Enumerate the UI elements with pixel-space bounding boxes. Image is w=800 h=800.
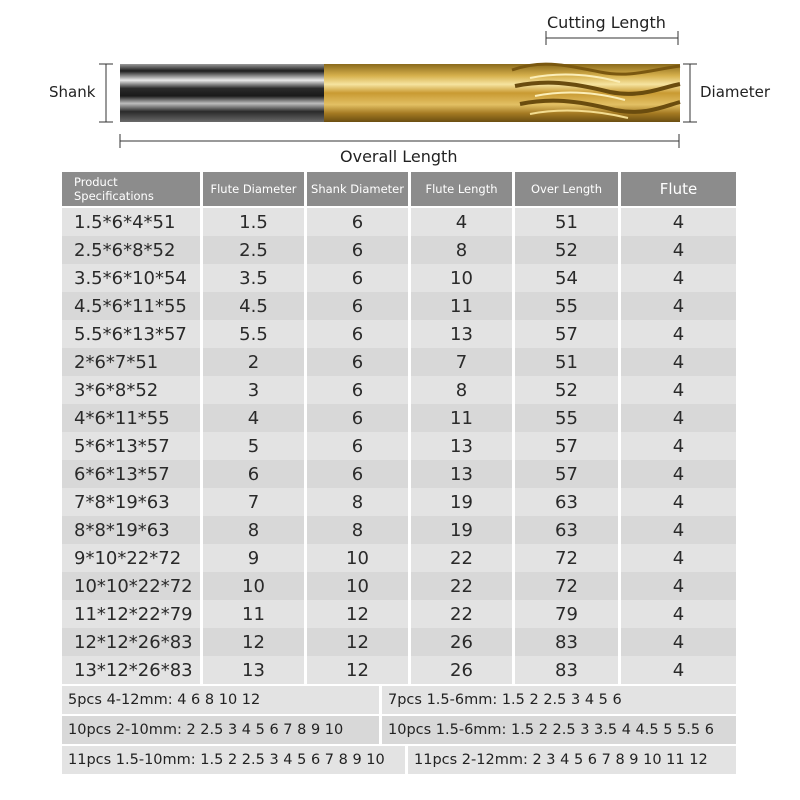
pack-row	[62, 716, 736, 744]
table-cell: 83	[515, 656, 621, 684]
table-cell: 6	[307, 376, 411, 404]
table-cell: 2*6*7*51	[62, 348, 203, 376]
table-cell: 6	[307, 460, 411, 488]
table-cell: 3	[203, 376, 307, 404]
table-cell: 57	[515, 320, 621, 348]
table-cell: 55	[515, 292, 621, 320]
table-row	[62, 656, 736, 684]
table-cell: 12*12*26*83	[62, 628, 203, 656]
table-cell: 11	[411, 404, 515, 432]
spec-table	[62, 172, 736, 684]
table-cell: 4	[621, 208, 736, 236]
pack-option: 10pcs 2-10mm: 2 2.5 3 4 5 6 7 8 9 10	[62, 716, 382, 744]
table-cell: 10	[203, 572, 307, 600]
table-cell: 10	[307, 544, 411, 572]
table-cell: 4	[621, 488, 736, 516]
table-row	[62, 404, 736, 432]
table-cell: 6	[307, 236, 411, 264]
table-cell: 4.5	[203, 292, 307, 320]
table-cell: 4	[621, 236, 736, 264]
table-cell: 12	[203, 628, 307, 656]
table-cell: 4	[621, 432, 736, 460]
table-cell: 22	[411, 544, 515, 572]
table-cell: 7*8*19*63	[62, 488, 203, 516]
pack-option: 5pcs 4-12mm: 4 6 8 10 12	[62, 686, 382, 714]
header-flute: Flute	[621, 172, 736, 206]
table-cell: 4	[621, 572, 736, 600]
table-cell: 2.5	[203, 236, 307, 264]
pack-option: 10pcs 1.5-6mm: 1.5 2 2.5 3 3.5 4 4.5 5 5.5 6	[382, 716, 736, 744]
table-cell: 10	[411, 264, 515, 292]
table-cell: 51	[515, 348, 621, 376]
table-cell: 1.5	[203, 208, 307, 236]
table-row	[62, 488, 736, 516]
table-cell: 4*6*11*55	[62, 404, 203, 432]
table-cell: 6	[307, 432, 411, 460]
table-row	[62, 264, 736, 292]
table-cell: 10*10*22*72	[62, 572, 203, 600]
table-cell: 6	[307, 320, 411, 348]
table-cell: 12	[307, 656, 411, 684]
header-flute-diameter: Flute Diameter	[203, 172, 307, 206]
table-header-row	[62, 172, 736, 206]
table-cell: 4	[621, 460, 736, 488]
diameter-label: Diameter	[700, 83, 771, 101]
pack-row	[62, 746, 736, 774]
table-cell: 83	[515, 628, 621, 656]
table-row	[62, 432, 736, 460]
table-cell: 4	[621, 320, 736, 348]
table-cell: 2.5*6*8*52	[62, 236, 203, 264]
table-cell: 6*6*13*57	[62, 460, 203, 488]
table-cell: 72	[515, 572, 621, 600]
table-cell: 4	[621, 404, 736, 432]
header-flute-length: Flute Length	[411, 172, 515, 206]
table-cell: 8	[307, 516, 411, 544]
end-mill-drawing	[0, 0, 800, 170]
table-cell: 4	[621, 656, 736, 684]
table-cell: 12	[307, 600, 411, 628]
table-cell: 13	[203, 656, 307, 684]
table-cell: 13*12*26*83	[62, 656, 203, 684]
table-cell: 4	[621, 292, 736, 320]
table-cell: 12	[307, 628, 411, 656]
table-body	[62, 208, 736, 684]
table-cell: 13	[411, 432, 515, 460]
table-row	[62, 628, 736, 656]
table-cell: 79	[515, 600, 621, 628]
table-cell: 55	[515, 404, 621, 432]
table-cell: 1.5*6*4*51	[62, 208, 203, 236]
table-cell: 26	[411, 656, 515, 684]
table-cell: 13	[411, 460, 515, 488]
table-cell: 8	[307, 488, 411, 516]
table-row	[62, 320, 736, 348]
table-cell: 5*6*13*57	[62, 432, 203, 460]
header-shank-diameter: Shank Diameter	[307, 172, 411, 206]
table-cell: 51	[515, 208, 621, 236]
table-cell: 8	[203, 516, 307, 544]
table-cell: 72	[515, 544, 621, 572]
table-row	[62, 376, 736, 404]
pack-option: 11pcs 2-12mm: 2 3 4 5 6 7 8 9 10 11 12	[408, 746, 736, 774]
table-cell: 19	[411, 516, 515, 544]
table-cell: 3.5	[203, 264, 307, 292]
table-cell: 52	[515, 236, 621, 264]
table-cell: 3.5*6*10*54	[62, 264, 203, 292]
table-cell: 8	[411, 376, 515, 404]
table-cell: 6	[307, 292, 411, 320]
table-cell: 7	[411, 348, 515, 376]
header-over-length: Over Length	[515, 172, 621, 206]
table-cell: 4	[203, 404, 307, 432]
table-cell: 54	[515, 264, 621, 292]
table-row	[62, 208, 736, 236]
table-cell: 3*6*8*52	[62, 376, 203, 404]
table-cell: 2	[203, 348, 307, 376]
table-row	[62, 544, 736, 572]
table-cell: 22	[411, 600, 515, 628]
table-row	[62, 572, 736, 600]
table-row	[62, 292, 736, 320]
table-cell: 9	[203, 544, 307, 572]
table-cell: 7	[203, 488, 307, 516]
table-cell: 4	[621, 516, 736, 544]
table-cell: 11*12*22*79	[62, 600, 203, 628]
table-cell: 63	[515, 488, 621, 516]
table-row	[62, 460, 736, 488]
table-cell: 6	[203, 460, 307, 488]
table-cell: 4	[621, 600, 736, 628]
table-cell: 52	[515, 376, 621, 404]
table-row	[62, 236, 736, 264]
table-cell: 5.5	[203, 320, 307, 348]
table-cell: 4	[621, 376, 736, 404]
table-cell: 9*10*22*72	[62, 544, 203, 572]
table-cell: 8	[411, 236, 515, 264]
table-cell: 4	[621, 264, 736, 292]
table-row	[62, 348, 736, 376]
table-cell: 4	[621, 544, 736, 572]
table-cell: 11	[203, 600, 307, 628]
table-cell: 57	[515, 432, 621, 460]
table-cell: 4	[621, 348, 736, 376]
table-cell: 8*8*19*63	[62, 516, 203, 544]
table-cell: 6	[307, 264, 411, 292]
table-cell: 6	[307, 404, 411, 432]
pack-option: 7pcs 1.5-6mm: 1.5 2 2.5 3 4 5 6	[382, 686, 736, 714]
header-product-specifications: Product Specifications	[62, 172, 203, 206]
table-cell: 22	[411, 572, 515, 600]
table-cell: 13	[411, 320, 515, 348]
table-cell: 4	[621, 628, 736, 656]
pack-option: 11pcs 1.5-10mm: 1.5 2 2.5 3 4 5 6 7 8 9 10	[62, 746, 408, 774]
table-cell: 19	[411, 488, 515, 516]
overall-length-label: Overall Length	[340, 147, 458, 166]
table-row	[62, 516, 736, 544]
end-mill-diagram	[0, 0, 800, 170]
table-cell: 10	[307, 572, 411, 600]
table-row	[62, 600, 736, 628]
table-cell: 57	[515, 460, 621, 488]
pack-options	[62, 686, 736, 776]
table-cell: 4.5*6*11*55	[62, 292, 203, 320]
table-cell: 6	[307, 348, 411, 376]
table-cell: 6	[307, 208, 411, 236]
cutting-length-label: Cutting Length	[547, 13, 666, 32]
table-cell: 5	[203, 432, 307, 460]
table-cell: 26	[411, 628, 515, 656]
table-cell: 4	[411, 208, 515, 236]
table-cell: 63	[515, 516, 621, 544]
table-cell: 11	[411, 292, 515, 320]
table-cell: 5.5*6*13*57	[62, 320, 203, 348]
shank-label: Shank	[49, 83, 96, 101]
pack-row	[62, 686, 736, 714]
